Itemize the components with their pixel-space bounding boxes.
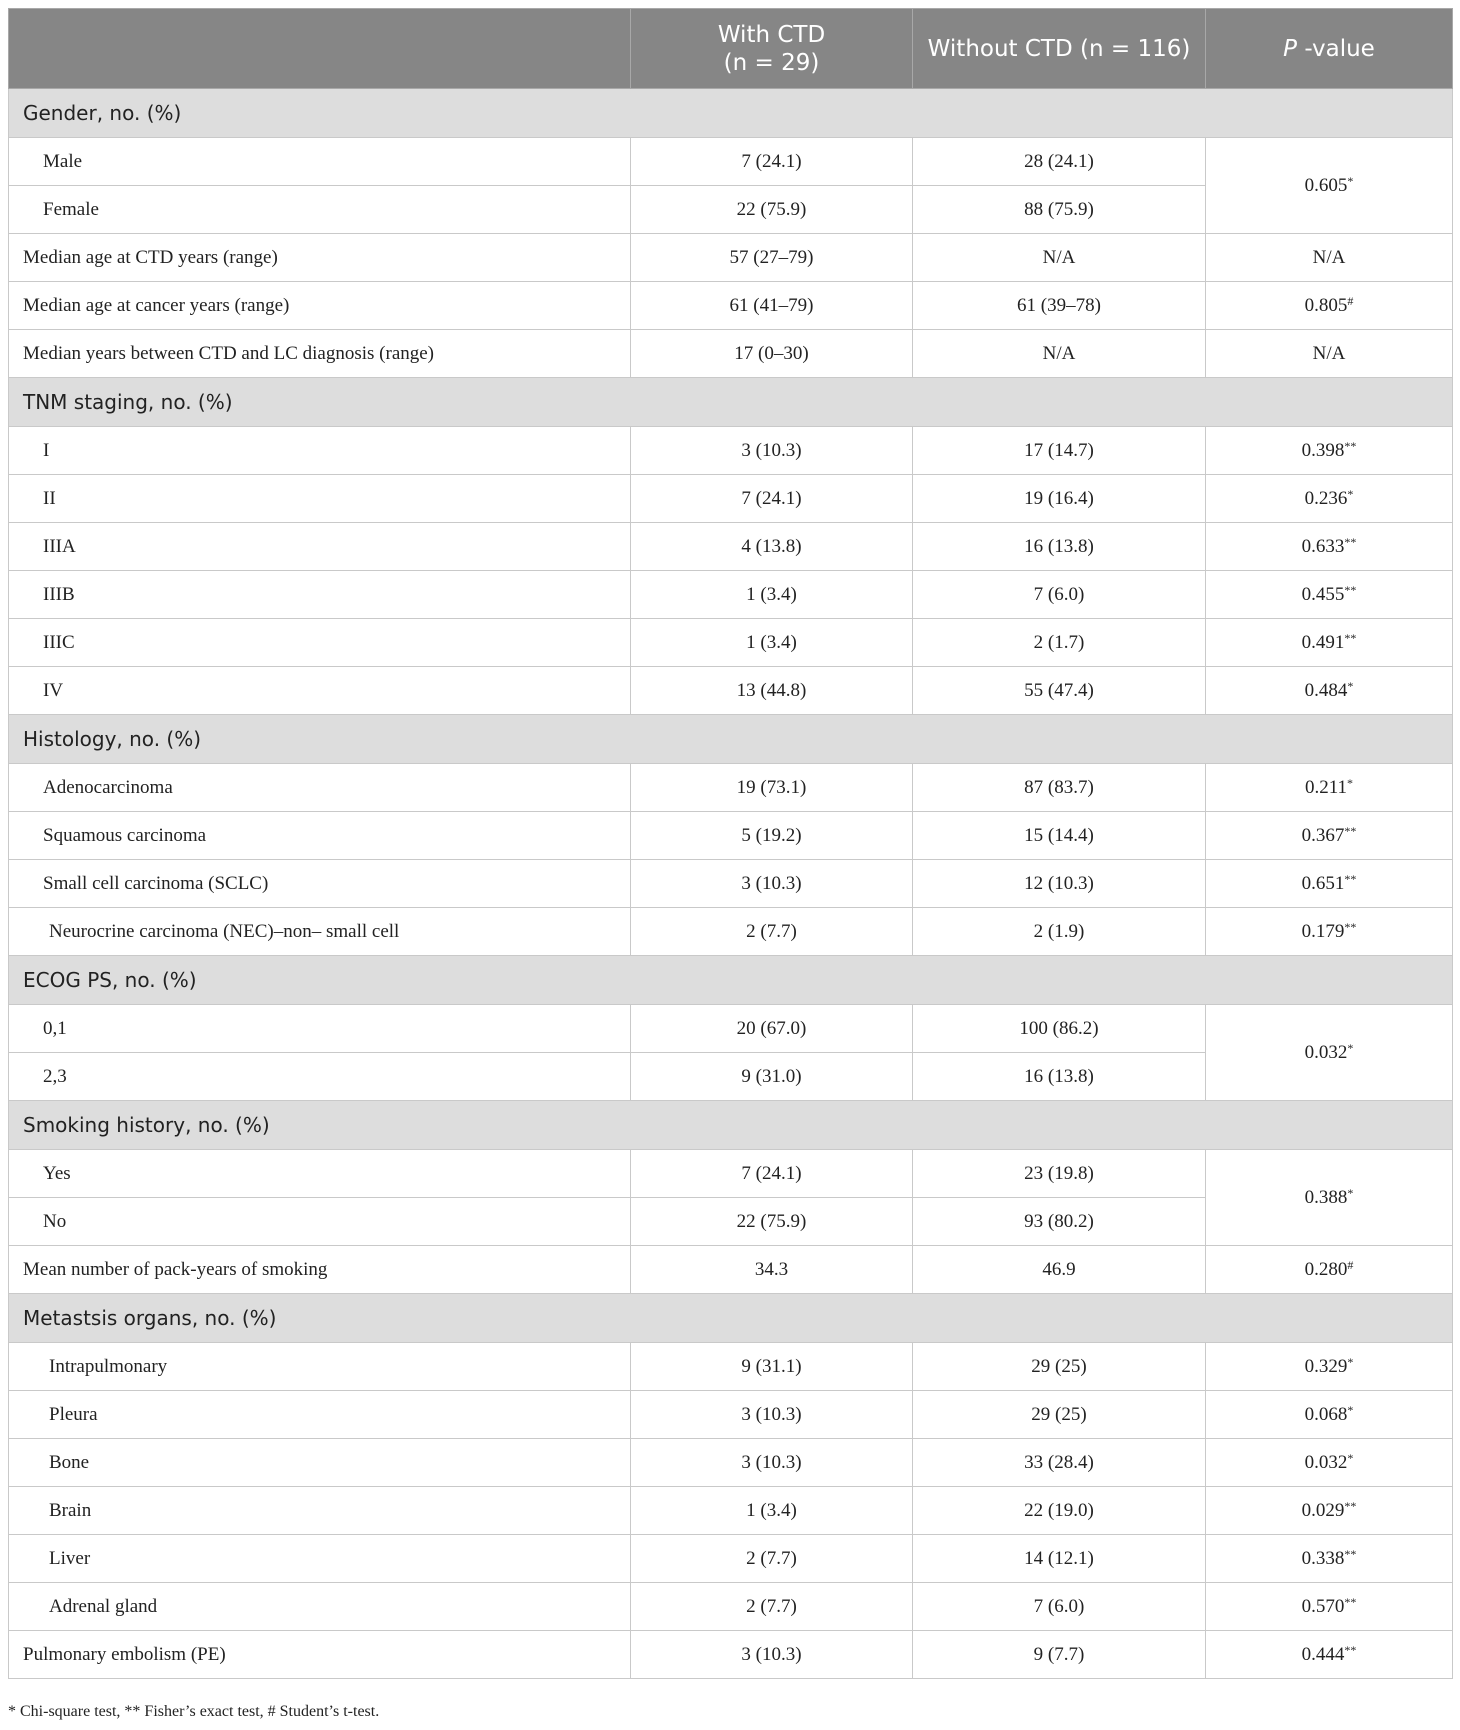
p-value-cell <box>1206 138 1453 234</box>
p-value: 0.029 <box>1301 1499 1345 1521</box>
p-value-cell <box>1206 812 1453 860</box>
row-label: Small cell carcinoma (SCLC) <box>9 860 631 908</box>
table-body <box>9 89 1453 1679</box>
p-value-cell <box>1206 1005 1453 1101</box>
without-ctd-value: 16 (13.8) <box>913 1053 1206 1101</box>
table-container <box>8 8 1452 1679</box>
with-ctd-value: 34.3 <box>631 1246 913 1294</box>
without-ctd-value: 93 (80.2) <box>913 1198 1206 1246</box>
p-value-test-marker: ** <box>1344 630 1357 645</box>
without-ctd-value: 2 (1.7) <box>913 619 1206 667</box>
p-value: 0.280 <box>1304 1258 1348 1280</box>
p-value-cell <box>1206 475 1453 523</box>
p-value: 0.338 <box>1301 1547 1345 1569</box>
section-label: Smoking history, no. (%) <box>9 1101 1453 1150</box>
p-value: 0.388 <box>1304 1186 1348 1208</box>
table-row <box>9 427 1453 475</box>
table-row <box>9 1246 1453 1294</box>
p-value: 0.805 <box>1304 294 1348 316</box>
section-label: TNM staging, no. (%) <box>9 378 1453 427</box>
with-ctd-value: 5 (19.2) <box>631 812 913 860</box>
p-value-test-marker: ** <box>1344 871 1357 886</box>
p-value-test-marker: * <box>1347 1450 1354 1465</box>
with-ctd-value: 2 (7.7) <box>631 1583 913 1631</box>
header-p-value <box>1206 9 1453 89</box>
p-value-test-marker: ** <box>1344 823 1357 838</box>
p-value-cell <box>1206 908 1453 956</box>
p-value: 0.032 <box>1304 1451 1348 1473</box>
p-value-cell <box>1206 1631 1453 1679</box>
section-row <box>9 378 1453 427</box>
table-footnote: * Chi-square test, ** Fisher’s exact test, # Student’s t-test. <box>8 1703 380 1720</box>
row-label: Brain <box>9 1487 631 1535</box>
section-label: ECOG PS, no. (%) <box>9 956 1453 1005</box>
with-ctd-value: 7 (24.1) <box>631 138 913 186</box>
row-label: Intrapulmonary <box>9 1343 631 1391</box>
with-ctd-value: 19 (73.1) <box>631 764 913 812</box>
with-ctd-value: 9 (31.1) <box>631 1343 913 1391</box>
p-value-test-marker: * <box>1347 486 1354 501</box>
p-value-test-marker: ** <box>1344 1498 1357 1513</box>
with-ctd-value: 17 (0–30) <box>631 330 913 378</box>
p-value-test-marker: ** <box>1344 1594 1357 1609</box>
p-value-cell <box>1206 1343 1453 1391</box>
with-ctd-value: 1 (3.4) <box>631 619 913 667</box>
table-row <box>9 330 1453 378</box>
row-label: IIIC <box>9 619 631 667</box>
p-value-test-marker: * <box>1347 678 1354 693</box>
row-label: I <box>9 427 631 475</box>
p-value-test-marker: ** <box>1344 1546 1357 1561</box>
with-ctd-value: 13 (44.8) <box>631 667 913 715</box>
header-characteristic <box>9 9 631 89</box>
p-value-cell <box>1206 667 1453 715</box>
p-value: 0.068 <box>1304 1403 1348 1425</box>
table-row <box>9 667 1453 715</box>
section-row <box>9 1294 1453 1343</box>
row-label: 2,3 <box>9 1053 631 1101</box>
p-value: 0.491 <box>1301 631 1345 653</box>
table-row <box>9 571 1453 619</box>
p-value-cell <box>1206 330 1453 378</box>
table-row <box>9 282 1453 330</box>
p-value: 0.570 <box>1301 1595 1345 1617</box>
row-label: IV <box>9 667 631 715</box>
table-row <box>9 1631 1453 1679</box>
p-value: 0.032 <box>1304 1041 1348 1063</box>
header-p-italic: P <box>1283 35 1298 62</box>
table-row <box>9 234 1453 282</box>
table-row <box>9 1150 1453 1198</box>
without-ctd-value: 12 (10.3) <box>913 860 1206 908</box>
with-ctd-value: 2 (7.7) <box>631 1535 913 1583</box>
p-value: 0.651 <box>1301 872 1345 894</box>
row-label: Pleura <box>9 1391 631 1439</box>
with-ctd-value: 2 (7.7) <box>631 908 913 956</box>
p-value: 0.329 <box>1304 1355 1348 1377</box>
with-ctd-value: 7 (24.1) <box>631 475 913 523</box>
p-value-test-marker: ** <box>1344 582 1357 597</box>
row-label: Bone <box>9 1439 631 1487</box>
row-label: Adenocarcinoma <box>9 764 631 812</box>
without-ctd-value: 100 (86.2) <box>913 1005 1206 1053</box>
table-row <box>9 1583 1453 1631</box>
p-value: 0.398 <box>1301 439 1345 461</box>
p-value-cell <box>1206 1246 1453 1294</box>
row-label: Pulmonary embolism (PE) <box>9 1631 631 1679</box>
header-with-ctd-line2: (n = 29) <box>723 49 820 76</box>
p-value: 0.179 <box>1301 920 1345 942</box>
p-value: 0.455 <box>1301 583 1345 605</box>
with-ctd-value: 22 (75.9) <box>631 186 913 234</box>
row-label: Male <box>9 138 631 186</box>
without-ctd-value: 22 (19.0) <box>913 1487 1206 1535</box>
section-row <box>9 956 1453 1005</box>
with-ctd-value: 3 (10.3) <box>631 1391 913 1439</box>
without-ctd-value: 33 (28.4) <box>913 1439 1206 1487</box>
p-value-test-marker: * <box>1347 1040 1354 1055</box>
p-value: 0.633 <box>1301 535 1345 557</box>
with-ctd-value: 7 (24.1) <box>631 1150 913 1198</box>
p-value-cell <box>1206 1535 1453 1583</box>
row-label: Liver <box>9 1535 631 1583</box>
row-label: 0,1 <box>9 1005 631 1053</box>
p-value-test-marker: ** <box>1344 919 1357 934</box>
p-value-cell <box>1206 427 1453 475</box>
without-ctd-value: 15 (14.4) <box>913 812 1206 860</box>
row-label: Median age at CTD years (range) <box>9 234 631 282</box>
p-value-test-marker: # <box>1347 1257 1354 1272</box>
with-ctd-value: 3 (10.3) <box>631 1631 913 1679</box>
p-value: N/A <box>1312 342 1346 364</box>
section-label: Metastsis organs, no. (%) <box>9 1294 1453 1343</box>
p-value-test-marker: * <box>1347 1185 1354 1200</box>
p-value-test-marker: * <box>1347 1354 1354 1369</box>
header-without-ctd: Without CTD (n = 116) <box>913 9 1206 89</box>
without-ctd-value: 88 (75.9) <box>913 186 1206 234</box>
row-label: Neurocrine carcinoma (NEC)–non– small cell <box>9 908 631 956</box>
without-ctd-value: 87 (83.7) <box>913 764 1206 812</box>
table-row <box>9 1005 1453 1053</box>
p-value-test-marker: ** <box>1344 534 1357 549</box>
characteristics-table <box>8 8 1453 1679</box>
section-row <box>9 715 1453 764</box>
with-ctd-value: 9 (31.0) <box>631 1053 913 1101</box>
table-row <box>9 1391 1453 1439</box>
table-row <box>9 1439 1453 1487</box>
without-ctd-value: 28 (24.1) <box>913 138 1206 186</box>
without-ctd-value: 7 (6.0) <box>913 1583 1206 1631</box>
row-label: Mean number of pack-years of smoking <box>9 1246 631 1294</box>
row-label: Yes <box>9 1150 631 1198</box>
table-row <box>9 908 1453 956</box>
p-value-cell <box>1206 619 1453 667</box>
p-value-test-marker: ** <box>1344 438 1357 453</box>
row-label: IIIA <box>9 523 631 571</box>
p-value: 0.484 <box>1304 679 1348 701</box>
without-ctd-value: 19 (16.4) <box>913 475 1206 523</box>
header-row <box>9 9 1453 89</box>
with-ctd-value: 20 (67.0) <box>631 1005 913 1053</box>
with-ctd-value: 1 (3.4) <box>631 1487 913 1535</box>
without-ctd-value: 55 (47.4) <box>913 667 1206 715</box>
table-row <box>9 764 1453 812</box>
table-row <box>9 812 1453 860</box>
p-value-cell <box>1206 282 1453 330</box>
row-label: Female <box>9 186 631 234</box>
table-row <box>9 1343 1453 1391</box>
table-row <box>9 1535 1453 1583</box>
header-with-ctd <box>631 9 913 89</box>
without-ctd-value: 29 (25) <box>913 1343 1206 1391</box>
p-value: 0.211 <box>1304 776 1348 798</box>
with-ctd-value: 3 (10.3) <box>631 427 913 475</box>
table-row <box>9 138 1453 186</box>
p-value-cell <box>1206 1583 1453 1631</box>
section-row <box>9 1101 1453 1150</box>
row-label: Median years between CTD and LC diagnosis (range) <box>9 330 631 378</box>
p-value-test-marker: * <box>1347 173 1354 188</box>
p-value: 0.367 <box>1301 824 1345 846</box>
with-ctd-value: 61 (41–79) <box>631 282 913 330</box>
p-value-cell <box>1206 523 1453 571</box>
with-ctd-value: 57 (27–79) <box>631 234 913 282</box>
row-label: Squamous carcinoma <box>9 812 631 860</box>
without-ctd-value: N/A <box>913 330 1206 378</box>
table-row <box>9 860 1453 908</box>
with-ctd-value: 22 (75.9) <box>631 1198 913 1246</box>
p-value-cell <box>1206 1439 1453 1487</box>
p-value: 0.605 <box>1304 174 1348 196</box>
table-row <box>9 1487 1453 1535</box>
without-ctd-value: 23 (19.8) <box>913 1150 1206 1198</box>
p-value-cell <box>1206 1487 1453 1535</box>
without-ctd-value: 61 (39–78) <box>913 282 1206 330</box>
section-row <box>9 89 1453 138</box>
without-ctd-value: 16 (13.8) <box>913 523 1206 571</box>
with-ctd-value: 3 (10.3) <box>631 1439 913 1487</box>
table-row <box>9 523 1453 571</box>
with-ctd-value: 4 (13.8) <box>631 523 913 571</box>
without-ctd-value: 9 (7.7) <box>913 1631 1206 1679</box>
table-row <box>9 475 1453 523</box>
p-value-test-marker: ** <box>1344 1642 1357 1657</box>
table-row <box>9 619 1453 667</box>
section-label: Gender, no. (%) <box>9 89 1453 138</box>
without-ctd-value: 2 (1.9) <box>913 908 1206 956</box>
row-label: IIIB <box>9 571 631 619</box>
without-ctd-value: 46.9 <box>913 1246 1206 1294</box>
p-value: N/A <box>1312 246 1346 268</box>
row-label: Adrenal gland <box>9 1583 631 1631</box>
row-label: II <box>9 475 631 523</box>
header-with-ctd-line1: With CTD <box>717 21 826 48</box>
p-value-test-marker: * <box>1347 1402 1354 1417</box>
p-value-cell <box>1206 860 1453 908</box>
without-ctd-value: 7 (6.0) <box>913 571 1206 619</box>
p-value: 0.444 <box>1301 1643 1345 1665</box>
without-ctd-value: 14 (12.1) <box>913 1535 1206 1583</box>
section-label: Histology, no. (%) <box>9 715 1453 764</box>
row-label: Median age at cancer years (range) <box>9 282 631 330</box>
p-value: 0.236 <box>1304 487 1348 509</box>
p-value-cell <box>1206 1150 1453 1246</box>
without-ctd-value: N/A <box>913 234 1206 282</box>
without-ctd-value: 29 (25) <box>913 1391 1206 1439</box>
p-value-cell <box>1206 571 1453 619</box>
p-value-test-marker: # <box>1347 293 1354 308</box>
p-value-cell <box>1206 764 1453 812</box>
without-ctd-value: 17 (14.7) <box>913 427 1206 475</box>
row-label: No <box>9 1198 631 1246</box>
header-p-rest: -value <box>1297 35 1375 62</box>
with-ctd-value: 3 (10.3) <box>631 860 913 908</box>
p-value-cell <box>1206 234 1453 282</box>
p-value-test-marker: * <box>1347 775 1354 790</box>
p-value-cell <box>1206 1391 1453 1439</box>
with-ctd-value: 1 (3.4) <box>631 571 913 619</box>
